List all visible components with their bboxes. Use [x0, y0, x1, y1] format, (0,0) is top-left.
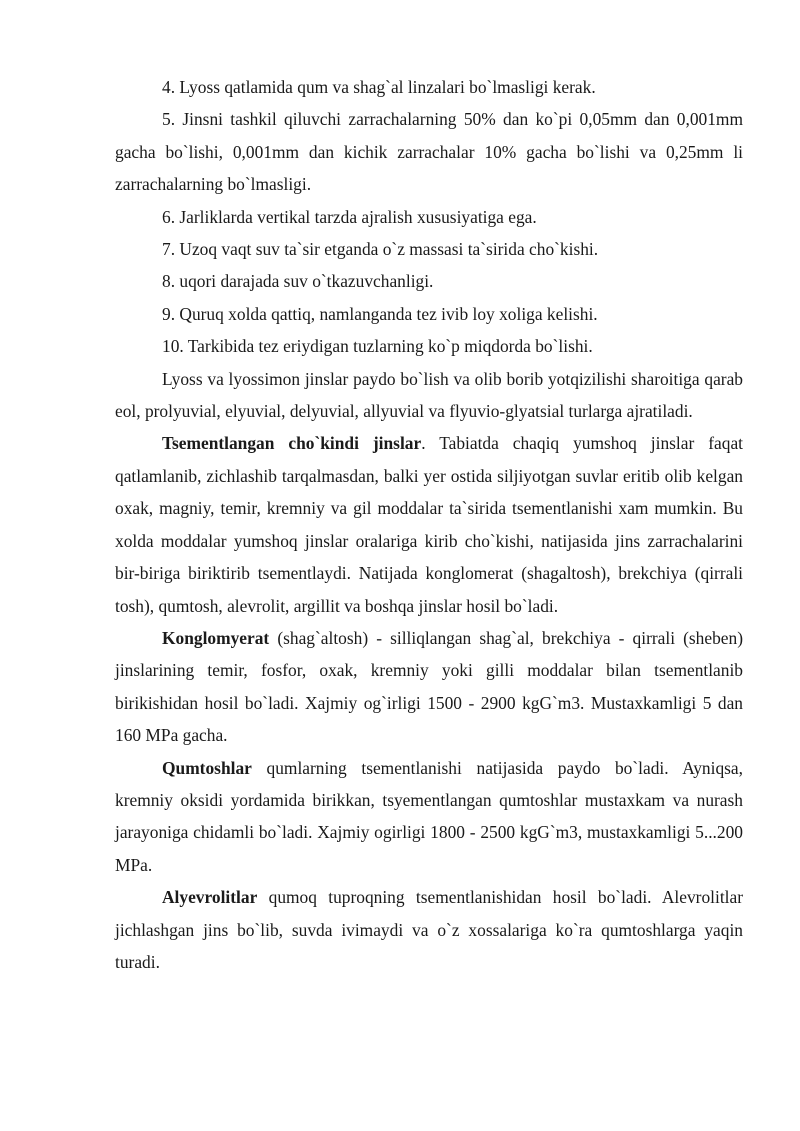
list-item: 4. Lyoss qatlamida qum va shag`al linzalari bo`lmasligi kerak.	[162, 77, 596, 97]
aleurolite-term: Alyevrolitlar	[162, 887, 258, 908]
conglomerate-term: Konglomyerat	[162, 627, 270, 648]
list-item: 5. Jinsni tashkil qiluvchi zarrachalarning 50% dan ko`pi 0,05mm dan 0,001mm gacha bo`lishi, 0,001mm dan kichik zarrachalar 10% gacha bo`lishi va 0,25mm li zarrachalarning bo`lmasligi.	[115, 109, 743, 195]
cemented-rocks-paragraph	[115, 427, 743, 621]
cemented-rocks-text: . Tabiatda chaqiq yumshoq jinslar faqat qatlamlanib, zichlashib tarqalmasdan, balki yer ostida siljiyotgan suvlar eritib olib kelgan oxak, magniy, temir, kremniy va gil moddalar ta`sirida tsementlanishi xam mumkin. Bu xolda moddalar yumshoq jinslar oralariga kirib cho`kishi, natijasida jins zarrachalarini bir-biriga biriktirib tsementlaydi. Natijada konglomerat (shagaltosh), brekchiya (qirrali tosh), qumtosh, alevrolit, argillit va boshqa jinslar hosil bo`ladi.	[115, 433, 743, 616]
sandstone-term: Qumtoshlar	[162, 757, 252, 778]
property-list	[115, 71, 743, 363]
sandstone-paragraph	[115, 752, 743, 882]
conglomerate-paragraph	[115, 622, 743, 752]
sandstone-text: qumlarning tsementlanishi natijasida paydo bo`ladi. Ayniqsa, kremniy oksidi yordamida birikkan, tsyementlangan qumtoshlar mustaxkam va nurash jarayoniga chidamli bo`ladi. Xajmiy ogirligi 1800 - 2500 kgG`m3, mustaxkamligi 5...200 MPa.	[115, 757, 743, 875]
aleurolite-paragraph	[115, 881, 743, 978]
cemented-rocks-term: Tsementlangan cho`kindi jinslar	[162, 433, 422, 454]
list-item: 6. Jarliklarda vertikal tarzda ajralish xususiyatiga ega.	[162, 206, 537, 227]
list-item: 7. Uzoq vaqt suv ta`sir etganda o`z massasi ta`sirida cho`kishi.	[162, 239, 599, 260]
list-item: 9. Quruq xolda qattiq, namlanganda tez ivib loy xoliga kelishi.	[162, 303, 598, 324]
list-item: 10. Tarkibida tez eriydigan tuzlarning ko`p miqdorda bo`lishi.	[162, 336, 593, 357]
list-item: 8. uqori darajada suv o`tkazuvchanligi.	[162, 271, 434, 292]
aleurolite-text: qumoq tuproqning tsementlanishidan hosil bo`ladi. Alevrolitlar jichlashgan jins bo`lib, suvda ivimaydi va o`z xossalariga ko`ra qumtoshlarga yaqin turadi.	[115, 887, 743, 972]
document-page	[115, 71, 743, 978]
lyoss-types-paragraph: Lyoss va lyossimon jinslar paydo bo`lish va olib borib yotqizilishi sharoitiga qarab eol, prolyuvial, elyuvial, delyuvial, allyuvial va flyuvio-glyatsial turlarga ajratiladi.	[115, 368, 743, 422]
conglomerate-text: (shag`altosh) - silliqlangan shag`al, brekchiya - qirrali (sheben) jinslarining temir, fosfor, oxak, kremniy yoki gilli moddalar bilan tsementlanib birikishidan hosil bo`ladi. Xajmiy og`irligi 1500 - 2900 kgG`m3. Mustaxkamligi 5 dan 160 MPa gacha.	[115, 627, 743, 746]
